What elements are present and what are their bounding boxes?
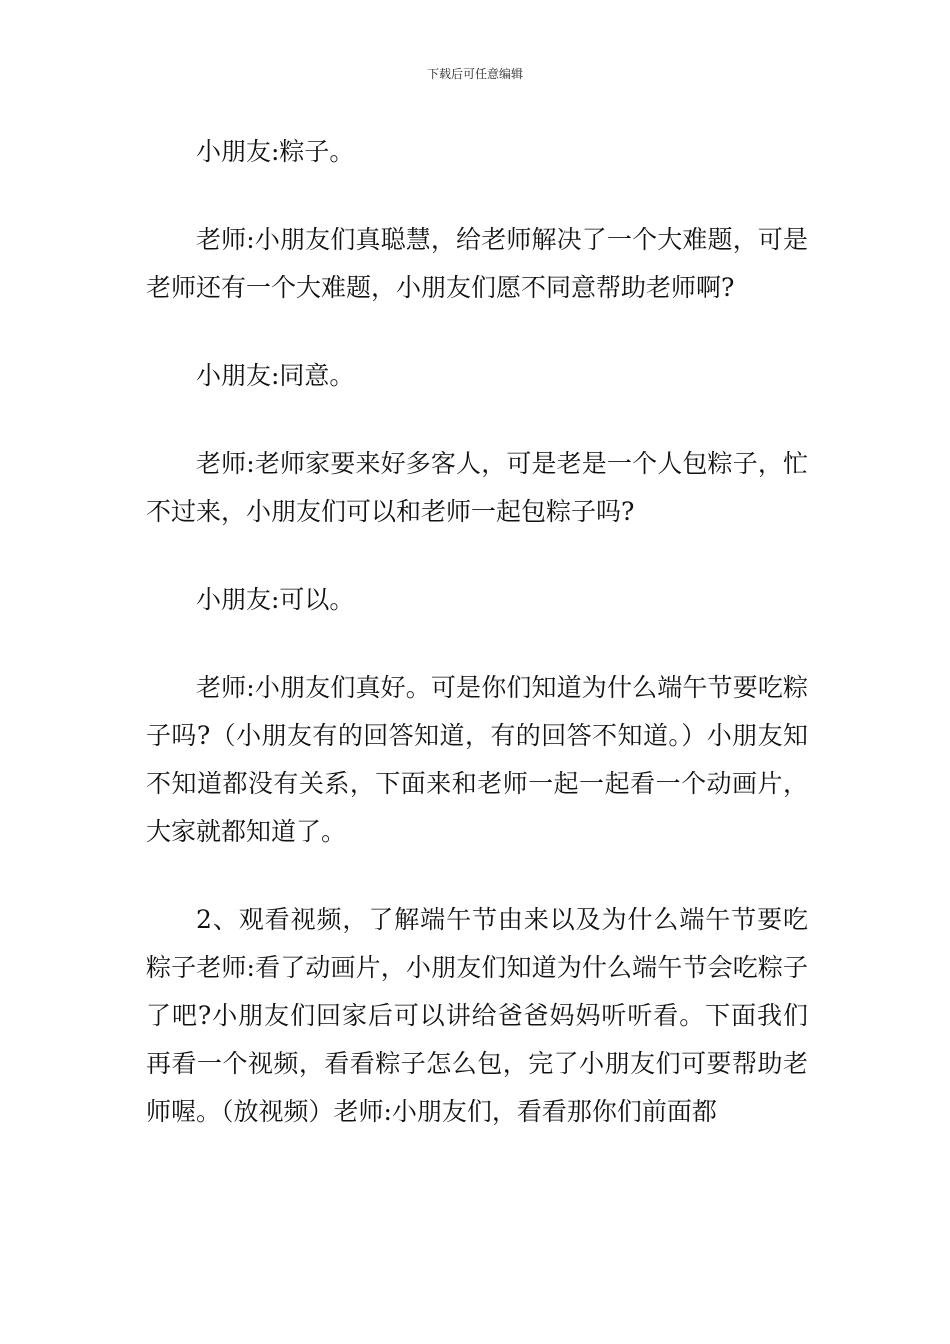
paragraph-teacher-why-zongzi: 老师:小朋友们真好。可是你们知道为什么端午节要吃粽子吗?（小朋友有的回答知道，有的回答不知道。）小朋友知不知道都没有关系，下面来和老师一起一起看一个动画片，大家就都知道了。	[146, 673, 808, 846]
paragraph-teacher-request-help: 老师:小朋友们真聪慧，给老师解决了一个大难题，可是老师还有一个大难题，小朋友们愿不同意帮助老师啊?	[146, 225, 808, 302]
paragraph-watch-video: 2、观看视频，了解端午节由来以及为什么端午节要吃粽子老师:看了动画片，小朋友们知道为什么端午节会吃粽子了吧?小朋友们回家后可以讲给爸爸妈妈听听看。下面我们再看一个视频，看看粽子怎么包，完了小朋友们可要帮助老师喔。（放视频）老师:小朋友们，看看那你们前面都	[146, 905, 808, 1126]
paragraph-child-answer-zongzi: 小朋友:粽子。	[196, 137, 355, 166]
paragraph-teacher-make-zongzi: 老师:老师家要来好多客人，可是老是一个人包粽子，忙不过来，小朋友们可以和老师一起包粽子吗?	[146, 449, 808, 526]
document-body	[146, 128, 808, 1136]
paragraph-child-agree: 小朋友:同意。	[196, 361, 355, 390]
page-header: 下载后可任意编辑	[426, 67, 523, 81]
paragraph-child-can: 小朋友:可以。	[196, 585, 355, 614]
